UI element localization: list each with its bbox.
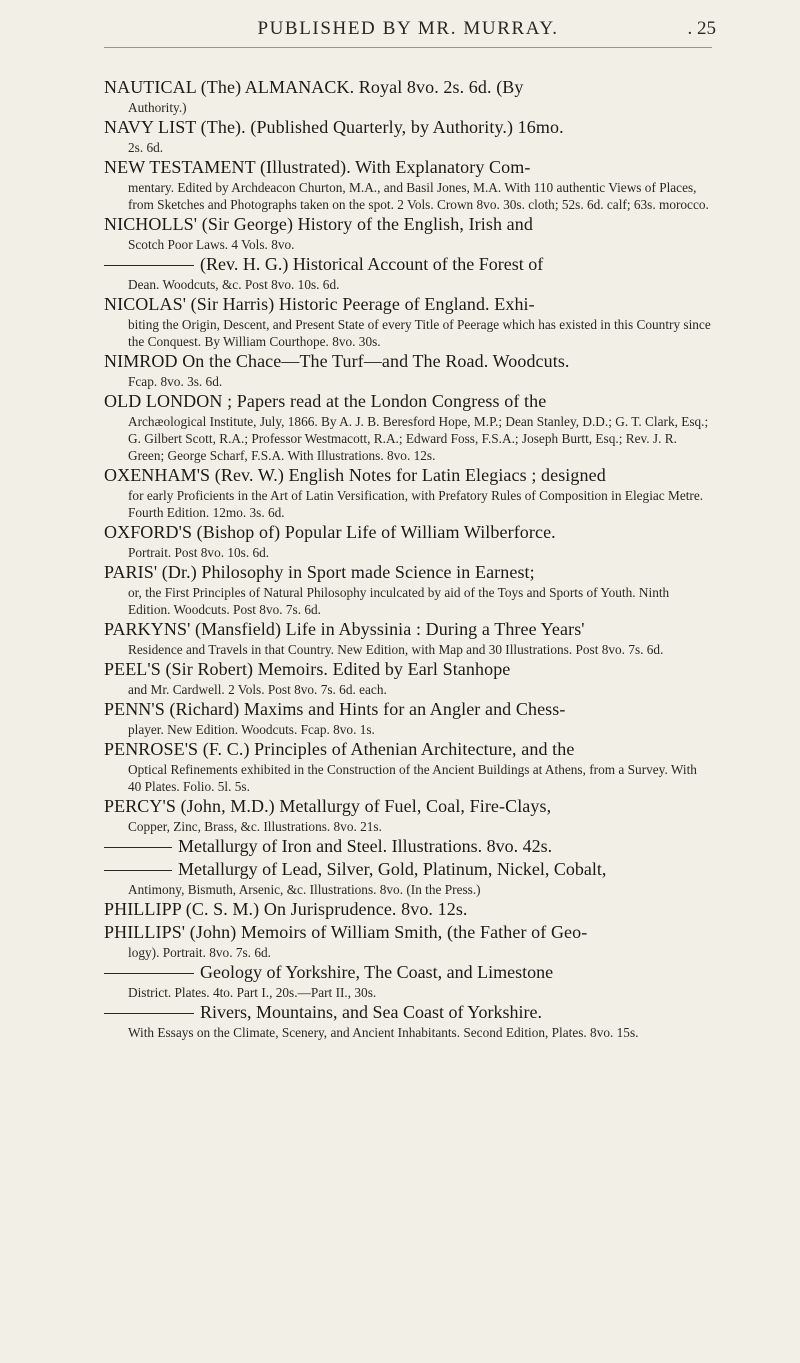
entry-head: PARIS' (Dr.) Philosophy in Sport made Science in Earnest;	[104, 562, 535, 582]
entry-desc: With Essays on the Climate, Scenery, and Ancient Inhabitants. Second Edition, Plates. 8vo. 15s.	[128, 1025, 639, 1040]
entry-head: NAVY LIST (The). (Published Quarterly, by Authority.) 16mo.	[104, 117, 564, 137]
entry-nimrod	[104, 350, 712, 390]
entry-nicholls-poor-laws	[104, 213, 712, 253]
entry-head: NEW TESTAMENT (Illustrated). With Explanatory Com-	[104, 157, 531, 177]
entry-new-testament	[104, 156, 712, 213]
entry-desc: logy). Portrait. 8vo. 7s. 6d.	[128, 945, 271, 960]
entry-desc: Scotch Poor Laws. 4 Vols. 8vo.	[128, 237, 295, 252]
entry-navy-list	[104, 116, 712, 156]
entry-penrose-architecture	[104, 738, 712, 795]
entry-sub	[104, 961, 712, 984]
entry-phillips-geology-yorkshire	[104, 961, 712, 1001]
entry-desc: and Mr. Cardwell. 2 Vols. Post 8vo. 7s. 6d. each.	[128, 682, 387, 697]
entry-nautical-almanack	[104, 76, 712, 116]
entry-sub-text: Metallurgy of Iron and Steel. Illustrations. 8vo. 42s.	[178, 836, 553, 856]
entry-percy-lead-silver	[104, 858, 712, 898]
ditto-dash	[104, 1013, 194, 1014]
entry-sub	[104, 835, 712, 858]
entry-desc: Optical Refinements exhibited in the Construction of the Ancient Buildings at Athens, from a Survey. With 40 Plates. Folio. 5l. 5s.	[128, 762, 697, 794]
entry-desc: or, the First Principles of Natural Philosophy inculcated by aid of the Toys and Sports of Youth. Ninth Edition. Woodcuts. Post 8vo. 7s. 6d.	[128, 585, 670, 617]
entry-head: PENN'S (Richard) Maxims and Hints for an Angler and Chess-	[104, 699, 566, 719]
entry-desc: for early Proficients in the Art of Latin Versification, with Prefatory Rules of Composition in Elegiac Metre. Fourth Edition. 12mo. 3s. 6d.	[128, 488, 704, 520]
entry-oxford-wilberforce	[104, 521, 712, 561]
entry-head: PENROSE'S (F. C.) Principles of Athenian Architecture, and the	[104, 739, 575, 759]
entry-desc: biting the Origin, Descent, and Present State of every Title of Peerage which has existed in this Country since the Conquest. By William Courthope. 8vo. 30s.	[128, 317, 711, 349]
catalogue-entries	[104, 76, 712, 1041]
entry-percy-iron-steel	[104, 835, 712, 858]
ditto-dash	[104, 265, 194, 266]
entry-nicolas-peerage	[104, 293, 712, 350]
entry-head: NICHOLLS' (Sir George) History of the English, Irish and	[104, 214, 533, 234]
entry-sub	[104, 253, 712, 276]
entry-percy-fuel	[104, 795, 712, 835]
entry-desc: Residence and Travels in that Country. New Edition, with Map and 30 Illustrations. Post 8vo. 7s. 6d.	[128, 642, 664, 657]
entry-head: OXFORD'S (Bishop of) Popular Life of William Wilberforce.	[104, 522, 556, 542]
entry-penn-maxims	[104, 698, 712, 738]
page-number: . 25	[687, 18, 716, 39]
entry-sub	[104, 858, 712, 881]
entry-phillips-rivers-yorkshire	[104, 1001, 712, 1041]
running-title: PUBLISHED BY MR. MURRAY.	[257, 18, 559, 39]
entry-head: NAUTICAL (The) ALMANACK. Royal 8vo. 2s. 6d. (By	[104, 77, 524, 97]
entry-head: NICOLAS' (Sir Harris) Historic Peerage of England. Exhi-	[104, 294, 535, 314]
entry-desc: 2s. 6d.	[128, 140, 164, 155]
entry-desc: Antimony, Bismuth, Arsenic, &c. Illustrations. 8vo. (In the Press.)	[128, 882, 481, 897]
entry-oxenham	[104, 464, 712, 521]
entry-peel-memoirs	[104, 658, 712, 698]
entry-old-london	[104, 390, 712, 464]
entry-nicholls-forest-of-dean	[104, 253, 712, 293]
entry-head: PHILLIPP (C. S. M.) On Jurisprudence. 8vo. 12s.	[104, 899, 468, 919]
entry-sub-text: Rivers, Mountains, and Sea Coast of Yorkshire.	[200, 1002, 542, 1022]
entry-desc: Authority.)	[128, 100, 187, 115]
entry-desc: Archæological Institute, July, 1866. By A. J. B. Beresford Hope, M.P.; Dean Stanley, D.D.; G. T. Clark, Esq.; G. Gilbert Scott, R.A.; Professor Westmacott, R.A.; Edward Foss, F.S.A.; Joseph Burtt, Esq.; Rev. J. R. Green; George Scharf, F.S.A. With Illustrations. 8vo. 12s.	[128, 414, 709, 463]
entry-desc: Copper, Zinc, Brass, &c. Illustrations. 8vo. 21s.	[128, 819, 382, 834]
entry-phillips-memoirs	[104, 921, 712, 961]
entry-head: OLD LONDON ; Papers read at the London Congress of the	[104, 391, 547, 411]
ditto-dash	[104, 870, 172, 871]
running-head	[104, 0, 716, 60]
entry-phillipp-jurisprudence	[104, 898, 712, 921]
entry-desc: player. New Edition. Woodcuts. Fcap. 8vo. 1s.	[128, 722, 375, 737]
header-rule	[104, 47, 712, 48]
entry-head: PERCY'S (John, M.D.) Metallurgy of Fuel, Coal, Fire-Clays,	[104, 796, 552, 816]
entry-sub	[104, 1001, 712, 1024]
entry-paris-philosophy	[104, 561, 712, 618]
entry-desc: Portrait. Post 8vo. 10s. 6d.	[128, 545, 270, 560]
entry-head: OXENHAM'S (Rev. W.) English Notes for Latin Elegiacs ; designed	[104, 465, 606, 485]
entry-head: NIMROD On the Chace—The Turf—and The Road. Woodcuts.	[104, 351, 570, 371]
entry-head: PEEL'S (Sir Robert) Memoirs. Edited by Earl Stanhope	[104, 659, 511, 679]
entry-parkyns-abyssinia	[104, 618, 712, 658]
entry-desc: Fcap. 8vo. 3s. 6d.	[128, 374, 223, 389]
ditto-dash	[104, 973, 194, 974]
entry-head: PARKYNS' (Mansfield) Life in Abyssinia : During a Three Years'	[104, 619, 585, 639]
entry-head: PHILLIPS' (John) Memoirs of William Smith, (the Father of Geo-	[104, 922, 588, 942]
entry-desc: District. Plates. 4to. Part I., 20s.—Part II., 30s.	[128, 985, 377, 1000]
entry-sub-text: Metallurgy of Lead, Silver, Gold, Platinum, Nickel, Cobalt,	[178, 859, 607, 879]
ditto-dash	[104, 847, 172, 848]
entry-sub-text: (Rev. H. G.) Historical Account of the Forest of	[200, 254, 544, 274]
entry-desc: Dean. Woodcuts, &c. Post 8vo. 10s. 6d.	[128, 277, 340, 292]
entry-sub-text: Geology of Yorkshire, The Coast, and Limestone	[200, 962, 554, 982]
entry-desc: mentary. Edited by Archdeacon Churton, M.A., and Basil Jones, M.A. With 110 authentic Views of Places, from Sketches and Photographs taken on the spot. 2 Vols. Crown 8vo. 30s. cloth; 52s. 6d. calf; 63s. morocco.	[128, 180, 709, 212]
